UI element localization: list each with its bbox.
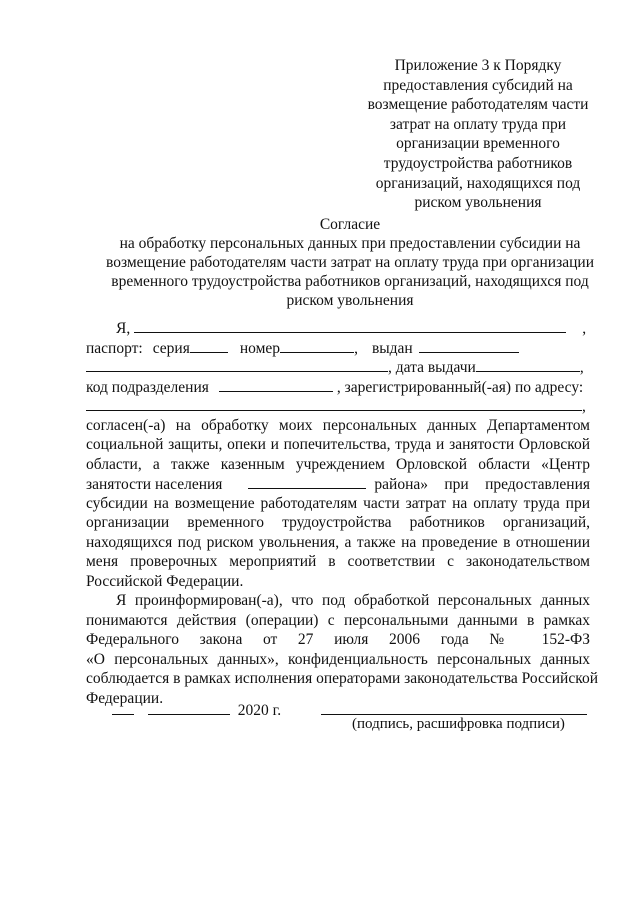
day-field[interactable] — [112, 700, 134, 715]
district-field[interactable] — [248, 474, 366, 489]
comma: , — [582, 398, 586, 415]
info-paragraph — [86, 591, 599, 708]
consent-line: организации временного трудоустройства работников организаций, — [86, 514, 590, 531]
info-line: Я проинформирован(-а), что под обработкой персональных данных — [116, 592, 590, 609]
district-suffix: района» при предоставления — [374, 476, 590, 493]
appendix-line: затрат на оплату труда при — [389, 115, 567, 133]
info-line: Федерации. — [86, 689, 164, 707]
consent-line: находящихся под риском увольнения, а также на проведение в отношении — [86, 533, 590, 551]
address-field[interactable] — [86, 396, 582, 411]
consent-line: субсидии на возмещение работодателям части затрат на оплату труда при — [86, 494, 590, 512]
number-label: номер — [239, 339, 281, 357]
consent-paragraph — [86, 416, 590, 592]
department-code-field[interactable] — [219, 377, 333, 392]
comma: , — [579, 359, 584, 376]
appendix-line: возмещение работодателям части — [367, 96, 589, 114]
signature-caption: (подпись, расшифровка подписи) — [352, 716, 565, 732]
consent-line: согласен(-а) на обработку моих персональных данных Департаментом — [86, 416, 590, 434]
consent-line: социальной защиты, опеки и попечительства, труда и занятости Орловской — [86, 436, 590, 453]
info-line: соблюдается в рамках исполнения операторами законодательства Российской — [86, 670, 599, 687]
i-label: Я, — [116, 320, 131, 337]
consent-line-employment — [86, 474, 590, 494]
series-label: серия — [152, 339, 190, 357]
title-line: временного трудоустройства работников организаций, находящихся под — [111, 273, 589, 290]
passport-row — [86, 338, 590, 358]
full-name-field[interactable] — [134, 318, 566, 333]
name-row — [86, 318, 590, 338]
appendix-line: организаций, находящихся под — [375, 174, 581, 192]
issue-date-row — [86, 357, 590, 377]
info-line: «О персональных данных», конфиденциальность персональных данных — [86, 650, 590, 668]
appendix-line: Приложение 3 к Порядку — [394, 57, 562, 74]
appendix-line: предоставления субсидий на — [383, 76, 573, 94]
info-line: Федерального закона от 27 июля 2006 года № 152-ФЗ — [86, 631, 590, 648]
issued-by-field-continued[interactable] — [86, 357, 388, 372]
title-line: возмещение работодателям части затрат на оплату труда при организации — [105, 254, 594, 271]
consent-line: Российской Федерации. — [86, 572, 244, 590]
issued-by-field[interactable] — [419, 338, 519, 353]
comma: , — [354, 339, 358, 357]
issued-label: выдан — [371, 339, 413, 357]
registered-label: , зарегистрированный(-ая) по адресу: — [336, 378, 584, 396]
consent-line: меня проверочных мероприятий в соответствии с законодательством — [86, 553, 590, 570]
appendix-line: риском увольнения — [414, 194, 542, 212]
employment-center-label: занятости населения — [86, 476, 223, 493]
passport-series-field[interactable] — [190, 338, 228, 353]
issue-date-label: , дата выдачи — [388, 359, 476, 376]
appendix-header — [358, 56, 598, 213]
passport-number-field[interactable] — [280, 338, 354, 353]
title-line: риском увольнения — [286, 292, 414, 309]
address-row — [86, 396, 590, 416]
code-label: код подразделения — [86, 378, 209, 396]
issue-date-field[interactable] — [476, 357, 580, 372]
comma: , — [582, 320, 587, 337]
appendix-line: трудоустройства работников — [383, 154, 573, 172]
consent-line: области, а также казенным учреждением Орловской области «Центр — [86, 455, 590, 473]
passport-label: паспорт: — [86, 339, 143, 357]
month-field[interactable] — [148, 700, 230, 715]
title-line: на обработку персональных данных при предоставлении субсидии на — [119, 235, 581, 252]
code-row — [86, 377, 590, 397]
signature-field[interactable] — [321, 700, 587, 715]
info-line: понимаются действия (операции) с персональными данными в рамках — [86, 611, 590, 629]
document-title — [70, 215, 630, 310]
form-body — [86, 318, 599, 708]
title-heading: Согласие — [319, 216, 381, 233]
appendix-line: организации временного — [396, 135, 560, 153]
year-text: 2020 г. — [237, 702, 282, 719]
